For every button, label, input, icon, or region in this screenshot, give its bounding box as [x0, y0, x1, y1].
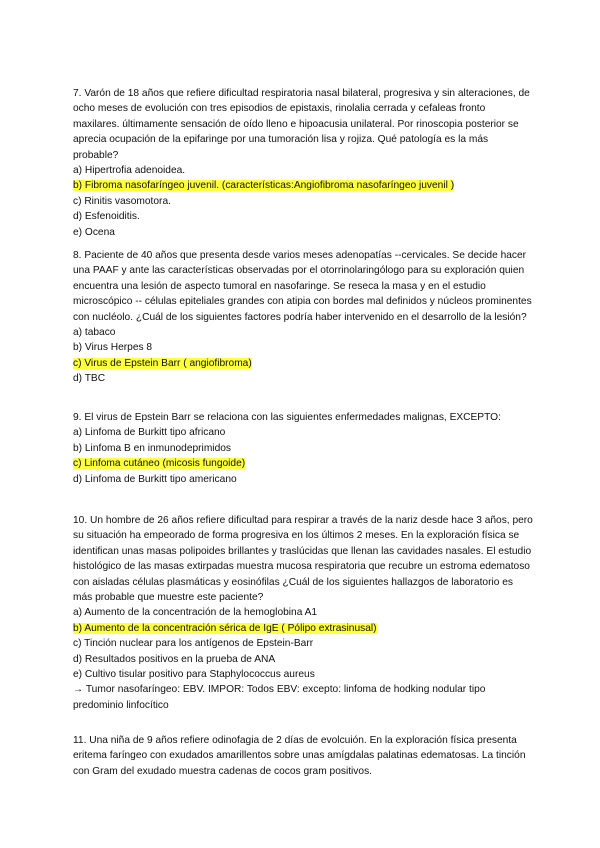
highlight: c) Linfoma cutáneo (micosis fungoide): [73, 458, 246, 470]
option-c-highlighted: [73, 356, 533, 371]
question-7: [73, 86, 533, 240]
option-c-highlighted: [73, 456, 533, 471]
question-stem: 10. Un hombre de 26 años refiere dificultad para respirar a través de la nariz desde hace 3 años, pero su situación ha empeorado de forma progresiva en los últimos 2 meses. En la exploración física se identifican unas masas polipoides brillantes y traslúcidas que llenan las cavidades nasales. El estudio histológico de las masas extirpadas muestra mucosa respiratoria que recubre un estroma edematoso con aisladas células plasmáticas y eosinófilas ¿Cuál de los siguientes hallazgos de laboratorio es más probable que muestre este paciente?: [73, 515, 533, 604]
highlight: c) Virus de Epstein Barr ( angiofibroma): [73, 357, 252, 369]
option-e: e) Ocena: [73, 226, 115, 238]
question-stem: 7. Varón de 18 años que refiere dificultad respiratoria nasal bilateral, progresiva y sin alteraciones, de ocho meses de evolución con tres episodios de epistaxis, rinolalia cerrada y cefaleas fronto maxilares. últimamente sensación de oído lleno e hipoacusia unilateral. Por rinoscopia posterior se aprecia ocupación de la epifaringe por una tumoración lisa y rojiza. Qué patología es la más probable?: [73, 88, 530, 161]
option-a: a) Hipertrofia adenoidea.: [73, 165, 186, 177]
question-stem: 9. El virus de Epstein Barr se relaciona con las siguientes enfermedades malignas, EXCEPTO:: [73, 412, 501, 423]
option-d: d) TBC: [73, 373, 106, 385]
question-9: [73, 410, 533, 487]
option-e: e) Cultivo tisular positivo para Staphylococcus aureus: [73, 669, 315, 681]
question-8: [73, 248, 533, 387]
option-b-highlighted: [73, 178, 533, 193]
question-note: → Tumor nasofaríngeo: EBV. IMPOR: Todos EBV: excepto: linfoma de hodking nodular tipo predominio linfocítico: [73, 684, 486, 711]
option-c: c) Tinción nuclear para los antígenos de Epstein-Barr: [73, 638, 314, 650]
option-d: d) Linfoma de Burkitt tipo americano: [73, 473, 237, 485]
question-stem: 11. Una niña de 9 años refiere odinofagia de 2 días de evolcuión. En la exploración física presenta eritema faríngeo con exudados amarillentos sobre unas amígdalas palatinas edematosas. La tinción con Gram del exudado muestra cadenas de cocos gram positivos.: [73, 735, 526, 777]
highlight: b) Fibroma nasofaríngeo juvenil. (características:Angiofibroma nasofaríngeo juvenil ): [73, 180, 455, 192]
option-d: d) Resultados positivos en la prueba de ANA: [73, 653, 276, 665]
question-11: [73, 733, 533, 779]
question-stem: 8. Paciente de 40 años que presenta desde varios meses adenopatías --cervicales. Se decide hacer una PAAF y ante las características observadas por el otorrinolaringólogo para su exploración quien encuentra una lesión de aspecto tumoral en nasofaringe. Se reseca la masa y en el estudio microscópico -- células epiteliales grandes con atipia con bordes mal definidos y núcleos prominentes con nucléolo. ¿Cuál de los siguientes factores podría haber intervenido en el desarrollo de la lesión?: [73, 250, 532, 323]
option-d: d) Esfenoiditis.: [73, 211, 140, 223]
option-a: a) Linfoma de Burkitt tipo africano: [73, 427, 226, 439]
highlight: b) Aumento de la concentración sérica de IgE ( Pólipo extrasinusal): [73, 622, 377, 634]
option-b: b) Linfoma B en inmunodeprimidos: [73, 442, 231, 454]
option-a: a) tabaco: [73, 327, 116, 339]
option-c: c) Rinitis vasomotora.: [73, 195, 171, 207]
option-b-highlighted: [73, 621, 533, 636]
option-b: b) Virus Herpes 8: [73, 342, 153, 354]
option-a: a) Aumento de la concentración de la hemoglobina A1: [73, 607, 318, 619]
question-10: [73, 513, 533, 713]
